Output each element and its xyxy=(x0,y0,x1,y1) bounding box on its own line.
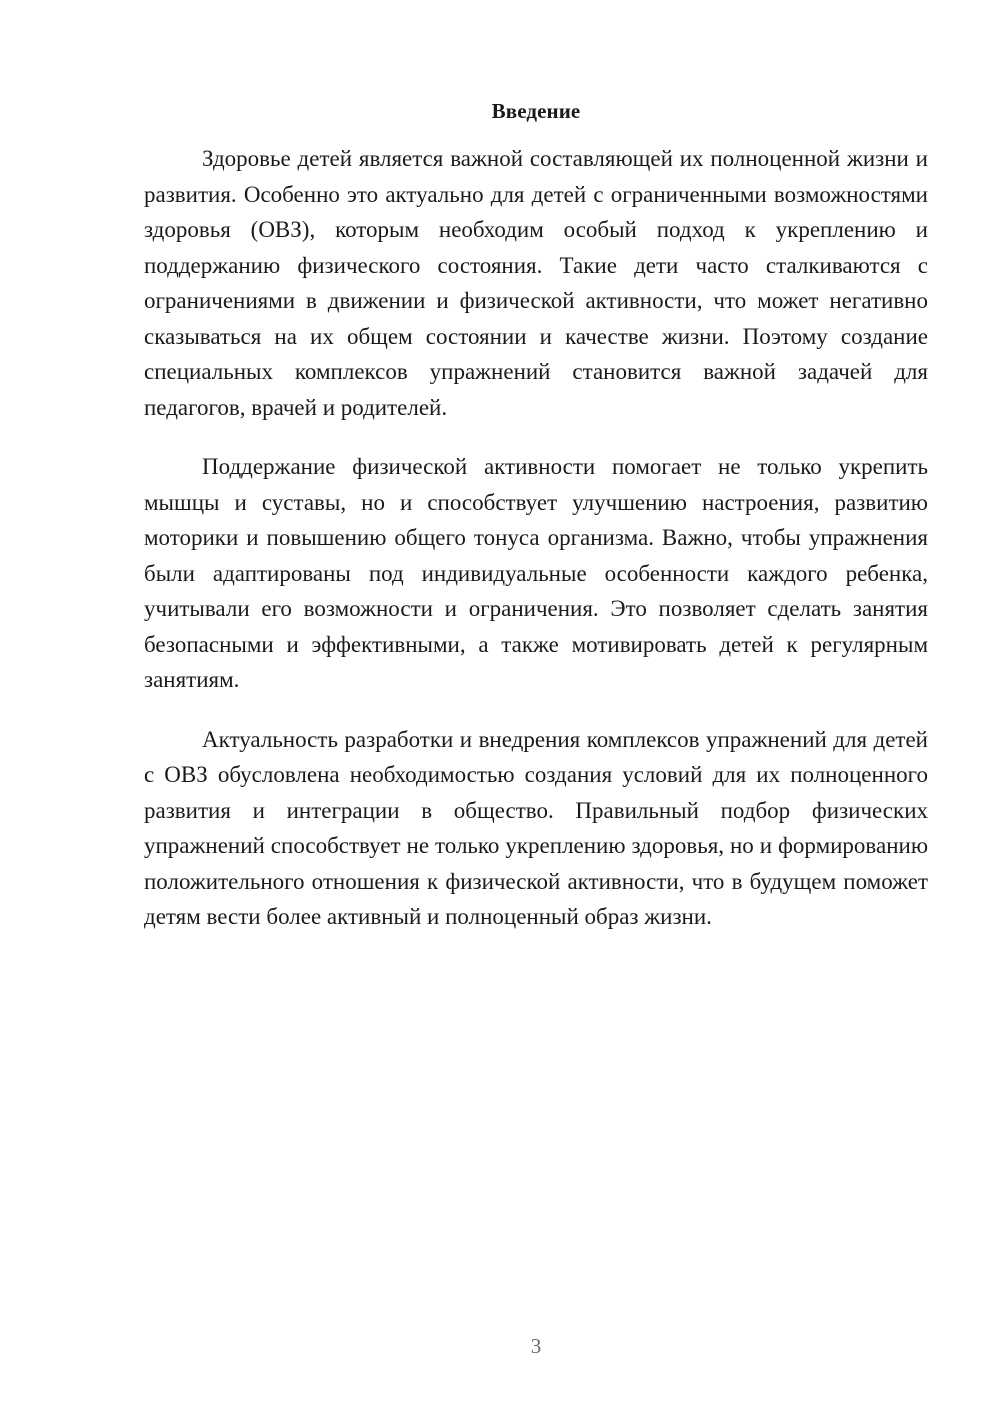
page-number: 3 xyxy=(530,1334,542,1358)
page-title: Введение xyxy=(491,99,581,123)
paragraph-3: Актуальность разработки и внедрения комплексов упражнений для детей с ОВЗ обусловлена необходимостью создания условий для их полноценного развития и интеграции в общество. Правильный подбор физических упражнений способствует не только укреплению здоровья, но и формированию положительного отношения к физической активности, что в будущем поможет детям вести более активный и полноценный образ жизни. xyxy=(144,726,928,929)
paragraph-2: Поддержание физической активности помогает не только укрепить мышцы и суставы, но и способствует улучшению настроения, развитию моторики и повышению общего тонуса организма. Важно, чтобы упражнения были адаптированы под индивидуальные особенности каждого ребенка, учитывали его возможности и ограничения. Это позволяет сделать занятия безопасными и эффективными, а также мотивировать детей к регулярным занятиям. xyxy=(144,454,928,692)
document-body xyxy=(144,141,928,959)
paragraph-1: Здоровье детей является важной составляющей их полноценной жизни и развития. Особенно это актуально для детей с ограниченными возможностями здоровья (ОВЗ), которым необходим особый подход к укреплению и поддержанию физического состояния. Такие дети часто сталкиваются с ограничениями в движении и физической активности, что может негативно сказываться на их общем состоянии и качестве жизни. Поэтому создание специальных комплексов упражнений становится важной задачей для педагогов, врачей и родителей. xyxy=(144,146,928,420)
